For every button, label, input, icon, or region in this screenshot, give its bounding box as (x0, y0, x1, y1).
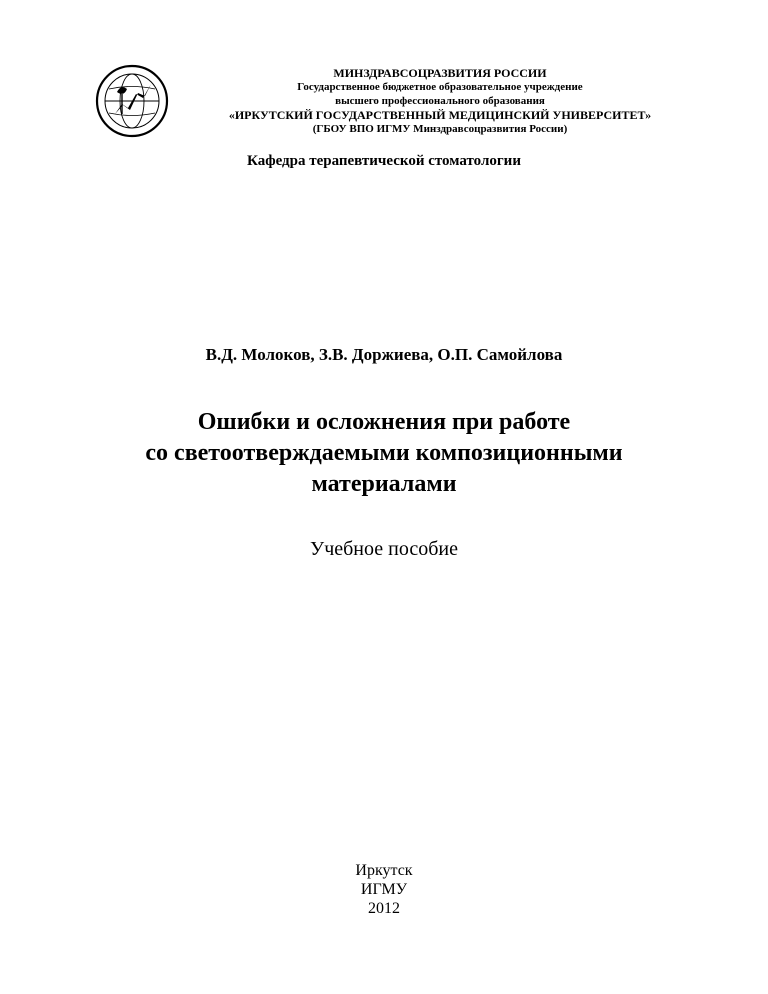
university-name: «ИРКУТСКИЙ ГОСУДАРСТВЕННЫЙ МЕДИЦИНСКИЙ УНИВЕРСИТЕТ» (228, 108, 652, 122)
document-subtitle: Учебное пособие (310, 538, 458, 560)
university-emblem-icon (95, 64, 169, 138)
university-abbreviation: (ГБОУ ВПО ИГМУ Минздравсоцразвития России) (312, 123, 568, 135)
document-title (40, 407, 728, 500)
imprint-publisher: ИГМУ (360, 881, 408, 898)
title-line: материалами (311, 471, 457, 497)
institution-type: Государственное бюджетное образовательное учреждение (297, 81, 583, 93)
ministry-name: МИНЗДРАВСОЦРАЗВИТИЯ РОССИИ (333, 66, 547, 80)
imprint-year: 2012 (368, 900, 400, 917)
education-level: высшего профессионального образования (335, 95, 545, 107)
title-line: со светоотверждаемыми композиционными (145, 440, 623, 466)
authors: В.Д. Молоков, З.В. Доржиева, О.П. Самойлова (205, 345, 563, 364)
department-name: Кафедра терапевтической стоматологии (247, 153, 521, 169)
imprint-city: Иркутск (355, 862, 413, 879)
title-line: Ошибки и осложнения при работе (197, 409, 571, 435)
imprint (0, 861, 768, 918)
